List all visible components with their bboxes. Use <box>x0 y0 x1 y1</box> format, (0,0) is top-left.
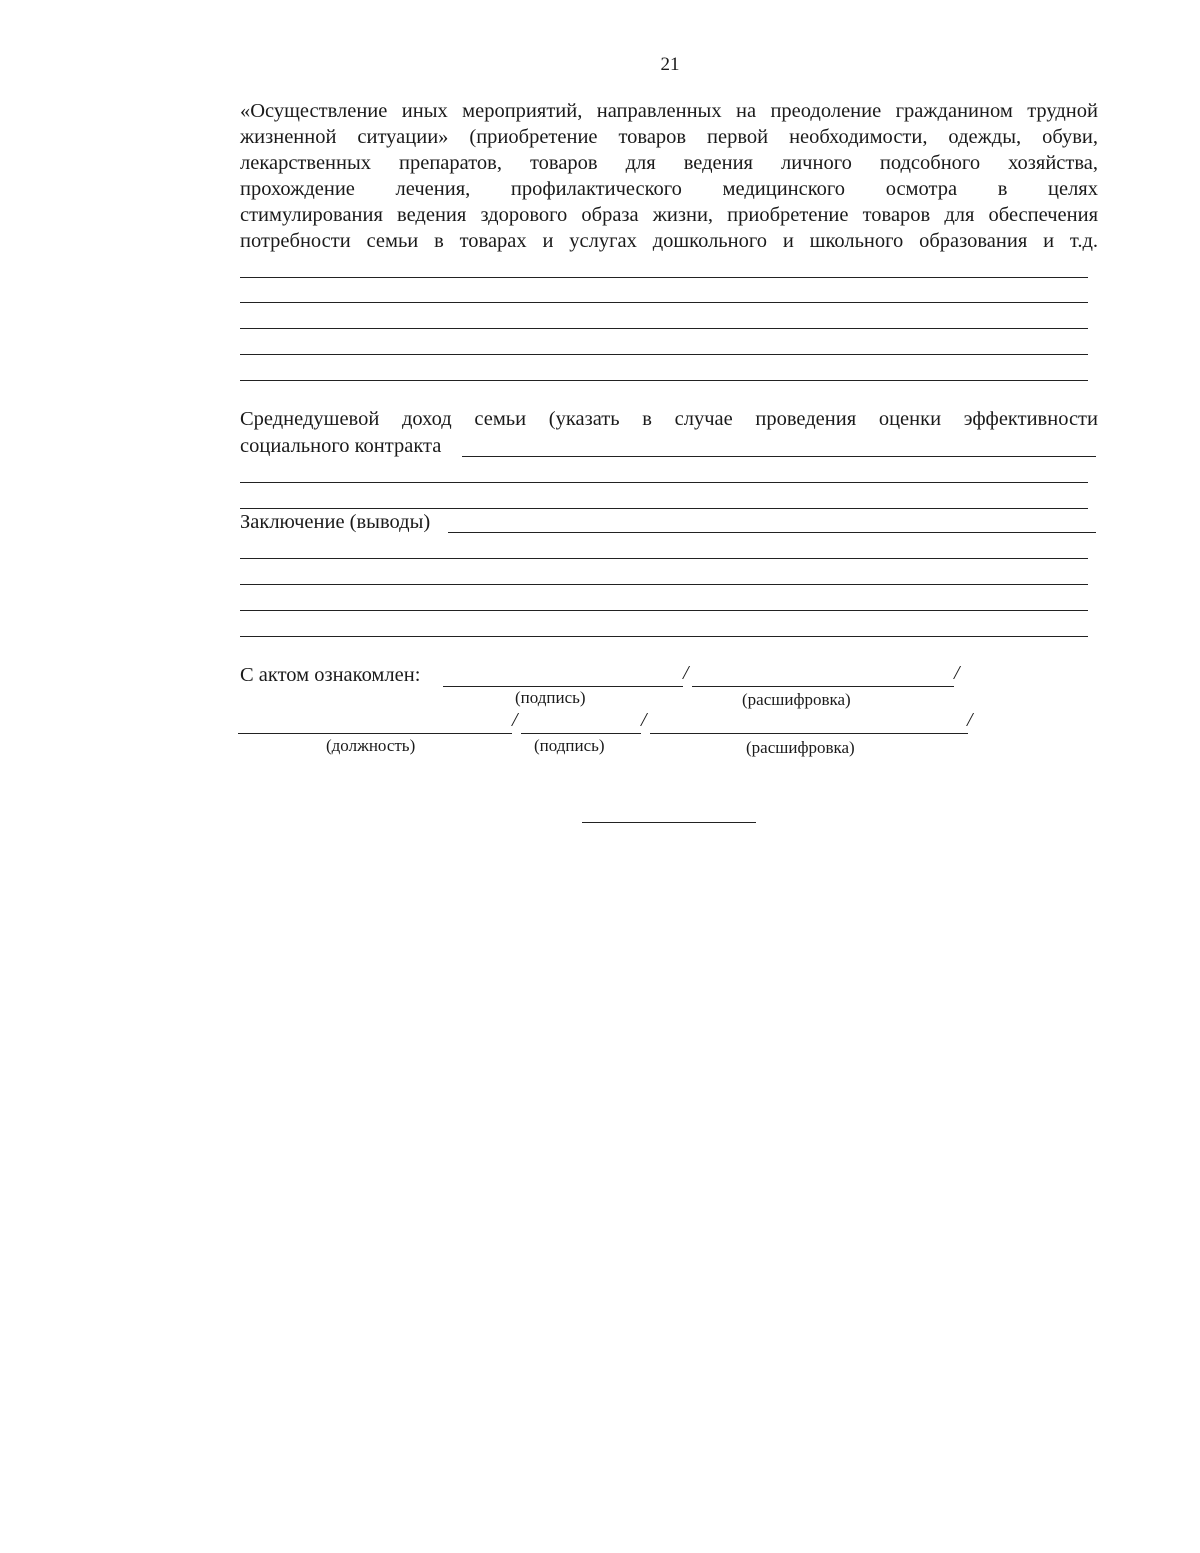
end-separator-line <box>582 822 756 823</box>
page-number: 21 <box>660 54 680 75</box>
writing-line <box>240 354 1088 355</box>
income-line-1: Среднедушевой доход семьи (указать в случае проведения оценки эффективности <box>240 408 1098 430</box>
income-field-line <box>462 456 1096 457</box>
caption-position: (должность) <box>326 736 416 755</box>
acknowledgement-label: С актом ознакомлен: <box>240 664 421 686</box>
signature-line-2 <box>521 733 641 734</box>
separator-slash: / <box>954 662 960 684</box>
conclusion-label: Заключение (выводы) <box>240 511 431 533</box>
separator-slash: / <box>683 662 689 684</box>
writing-line <box>240 636 1088 637</box>
position-line <box>238 733 512 734</box>
writing-line <box>240 558 1088 559</box>
writing-line <box>240 584 1088 585</box>
writing-line <box>240 277 1088 278</box>
writing-line <box>240 380 1088 381</box>
transcript-line <box>692 686 954 687</box>
intro-line-4: прохождение лечения, профилактического медицинского осмотра в целях <box>240 178 1098 200</box>
caption-transcript-2: (расшифровка) <box>746 738 855 757</box>
transcript-line-2 <box>650 733 968 734</box>
signature-line <box>443 686 683 687</box>
caption-signature-2: (подпись) <box>534 736 605 755</box>
intro-line-3: лекарственных препаратов, товаров для ведения личного подсобного хозяйства, <box>240 152 1098 174</box>
writing-line <box>240 610 1088 611</box>
intro-line-6: потребности семьи в товарах и услугах дошкольного и школьного образования и т.д. <box>240 230 1098 252</box>
writing-line <box>240 302 1088 303</box>
separator-slash: / <box>641 709 647 731</box>
caption-transcript: (расшифровка) <box>742 690 851 709</box>
intro-line-2: жизненной ситуации» (приобретение товаров первой необходимости, одежды, обуви, <box>240 126 1098 148</box>
intro-line-1: «Осуществление иных мероприятий, направленных на преодоление гражданином трудной <box>240 100 1098 122</box>
income-line-2: социального контракта <box>240 435 442 457</box>
caption-signature: (подпись) <box>515 688 586 707</box>
writing-line <box>240 328 1088 329</box>
separator-slash: / <box>967 709 973 731</box>
separator-slash: / <box>512 709 518 731</box>
conclusion-field-line <box>448 532 1096 533</box>
writing-line <box>240 482 1088 483</box>
intro-line-5: стимулирования ведения здорового образа жизни, приобретение товаров для обеспечения <box>240 204 1098 226</box>
